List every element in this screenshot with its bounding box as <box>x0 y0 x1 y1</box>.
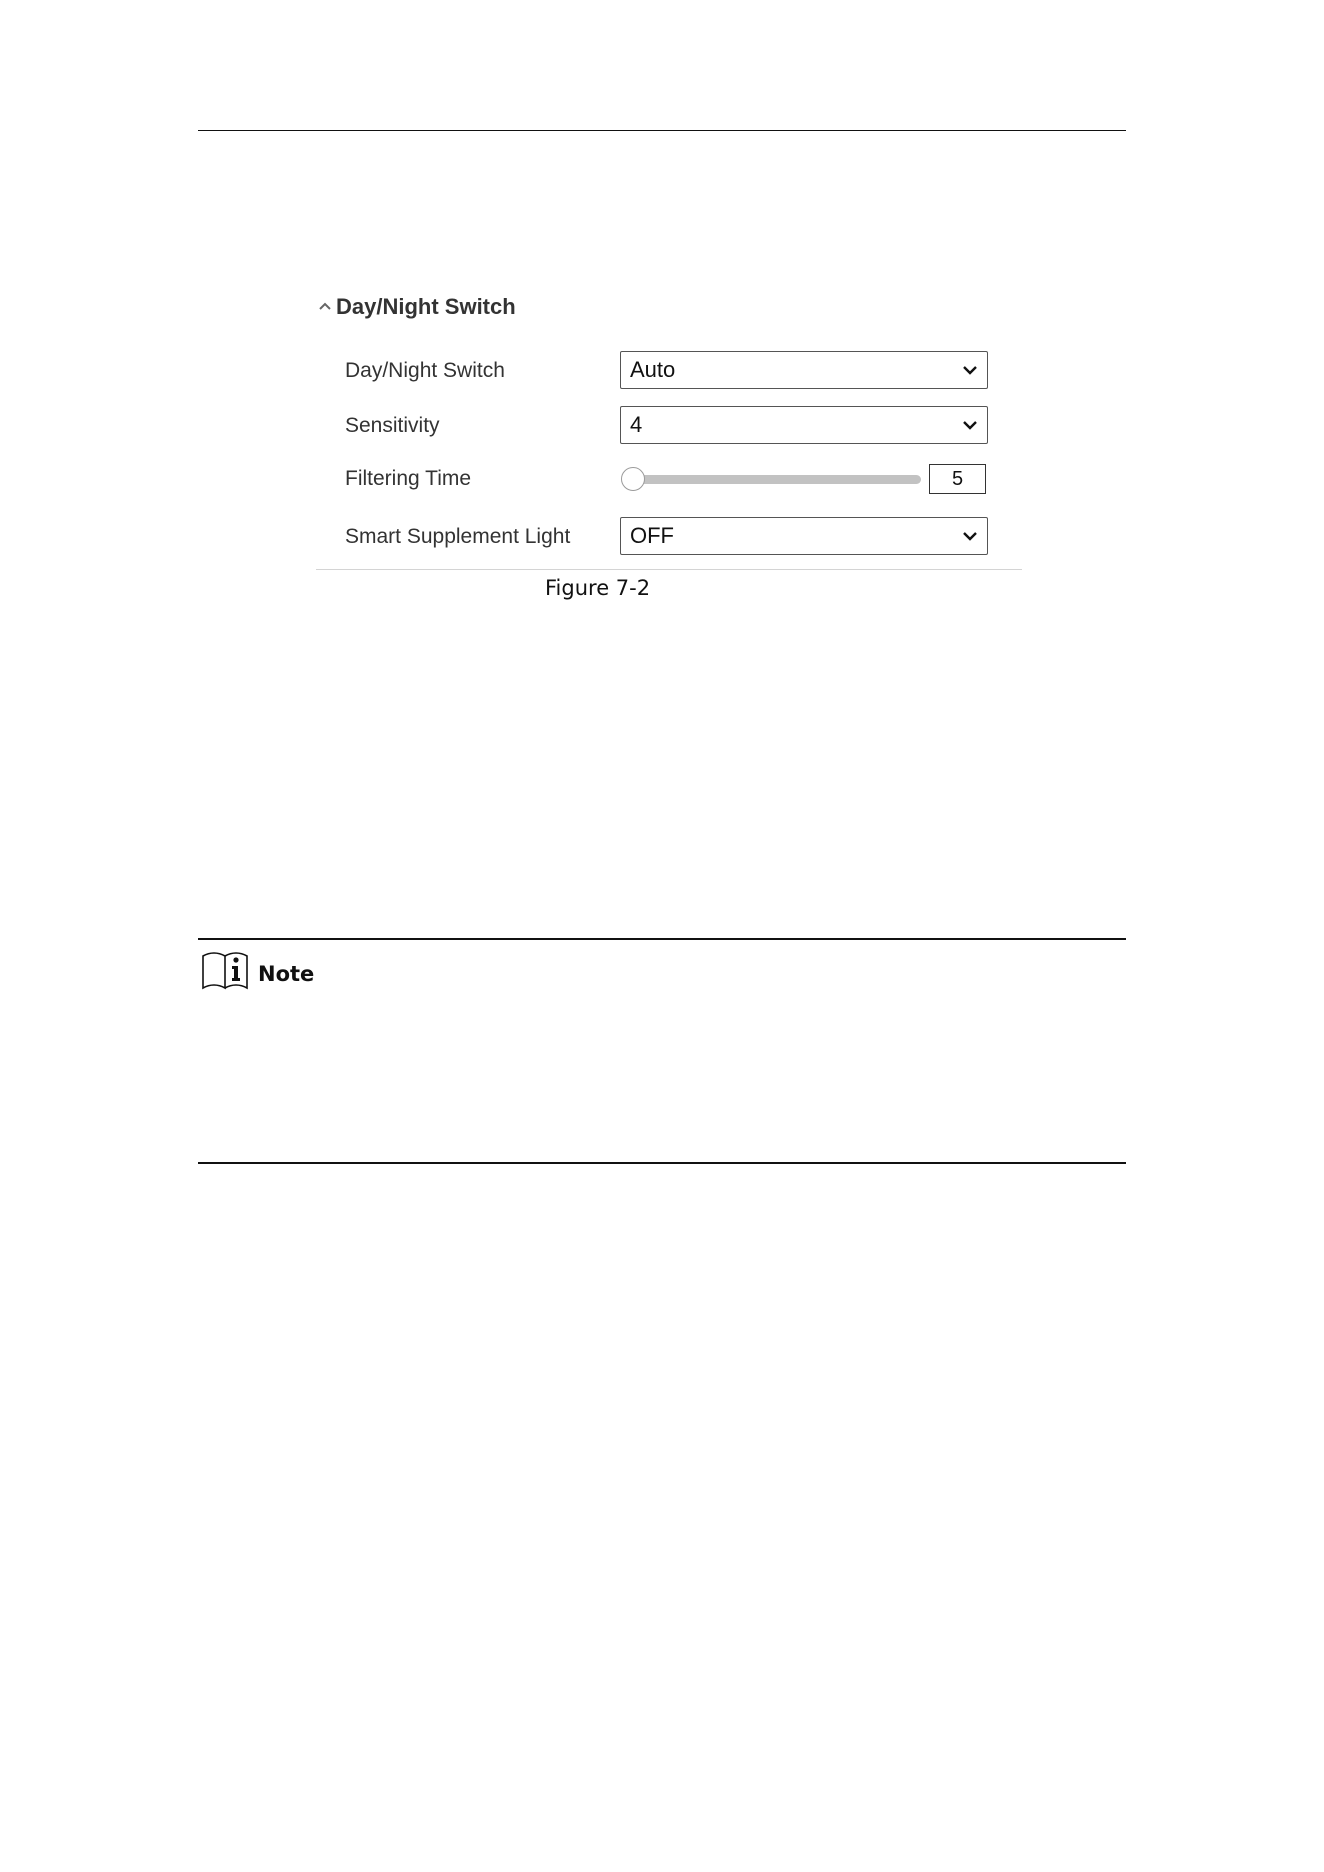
day-night-switch-label: Day/Night Switch <box>345 359 505 382</box>
sensitivity-value: 4 <box>630 412 643 437</box>
section-header[interactable] <box>318 294 516 320</box>
smart-supplement-light-select[interactable] <box>620 517 988 555</box>
day-night-switch-row <box>345 351 990 391</box>
header-rule <box>198 130 1126 131</box>
smart-supplement-light-row <box>345 517 990 557</box>
day-night-switch-select[interactable] <box>620 351 988 389</box>
info-book-icon <box>200 948 256 992</box>
sensitivity-label: Sensitivity <box>345 414 440 437</box>
note-label: Note <box>258 962 315 986</box>
smart-supplement-light-value: OFF <box>630 523 674 548</box>
chevron-down-icon <box>961 419 979 431</box>
slider-track[interactable] <box>627 475 921 484</box>
filtering-time-label: Filtering Time <box>345 467 472 490</box>
sensitivity-row <box>345 406 990 446</box>
filtering-time-input[interactable]: 5 <box>929 464 986 494</box>
filtering-time-row <box>345 459 990 499</box>
note-rule-top <box>198 938 1126 940</box>
chevron-down-icon <box>961 364 979 376</box>
chevron-up-icon[interactable] <box>318 300 332 314</box>
figure-divider <box>316 569 1022 570</box>
day-night-switch-value: Auto <box>630 357 676 382</box>
section-title: Day/Night Switch <box>336 294 516 319</box>
note-header <box>200 948 314 992</box>
figure-caption: Figure 7-2 <box>545 576 651 600</box>
slider-thumb[interactable] <box>621 467 645 491</box>
smart-supplement-light-label: Smart Supplement Light <box>345 525 571 548</box>
chevron-down-icon <box>961 530 979 542</box>
filtering-time-slider[interactable] <box>621 467 921 491</box>
sensitivity-select[interactable] <box>620 406 988 444</box>
note-rule-bottom <box>198 1162 1126 1164</box>
